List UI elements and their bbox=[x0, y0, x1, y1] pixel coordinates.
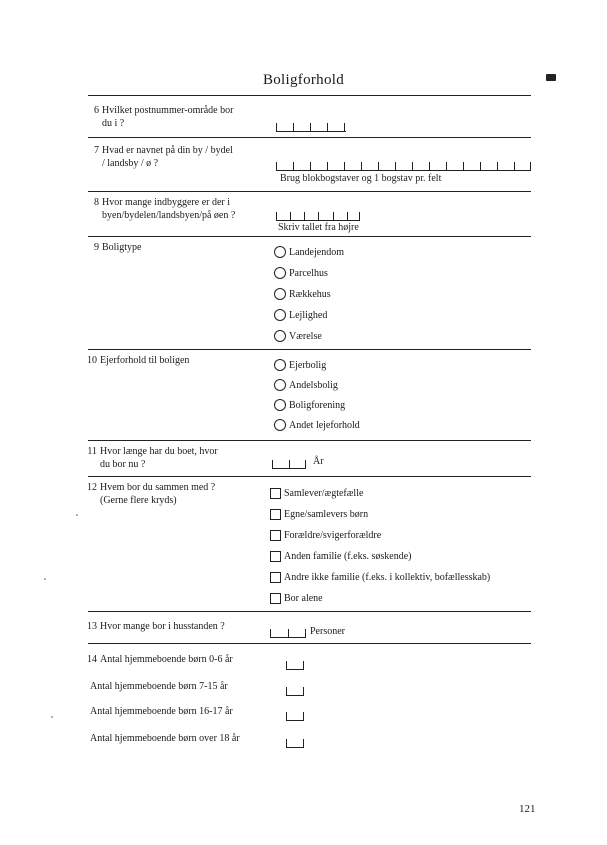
radio-option[interactable]: Lejlighed bbox=[274, 308, 344, 322]
divider bbox=[88, 643, 531, 644]
divider bbox=[88, 476, 531, 477]
question-text-line1: Hvor mange indbyggere er der i bbox=[102, 197, 231, 208]
question-text-line2: (Gerne flere kryds) bbox=[100, 495, 177, 506]
question-11 bbox=[79, 445, 218, 471]
postcode-field[interactable] bbox=[276, 121, 346, 132]
question-6 bbox=[85, 104, 233, 130]
radio-circle-icon[interactable] bbox=[274, 309, 286, 321]
radio-circle-icon[interactable] bbox=[274, 399, 286, 411]
question-10 bbox=[79, 354, 189, 367]
radio-circle-icon[interactable] bbox=[274, 288, 286, 300]
question-number: 13 bbox=[87, 621, 97, 632]
question-7 bbox=[85, 144, 233, 170]
question-text-line1: Hvilket postnummer-område bor bbox=[102, 105, 234, 116]
question-number: 9 bbox=[94, 242, 99, 253]
household-members-options bbox=[270, 486, 490, 605]
radio-option[interactable]: Andelsbolig bbox=[274, 378, 360, 392]
radio-option[interactable]: Andet lejeforhold bbox=[274, 418, 360, 432]
scan-speck bbox=[51, 716, 53, 718]
radio-option[interactable]: Ejerbolig bbox=[274, 358, 360, 372]
radio-circle-icon[interactable] bbox=[274, 419, 286, 431]
checkbox-icon[interactable] bbox=[270, 551, 281, 562]
population-field[interactable] bbox=[276, 210, 360, 221]
question-number: 7 bbox=[94, 145, 99, 156]
question-number: 10 bbox=[87, 355, 97, 366]
children-7-15-field[interactable] bbox=[286, 685, 304, 696]
radio-option[interactable]: Boligforening bbox=[274, 398, 360, 412]
question-text-line1: Hvem bor du sammen med ? bbox=[100, 482, 216, 493]
question-text-line2: du bor nu ? bbox=[100, 459, 146, 470]
divider bbox=[88, 349, 531, 350]
unit-label: Personer bbox=[310, 626, 345, 637]
checkbox-icon[interactable] bbox=[270, 488, 281, 499]
children-over-18-label: Antal hjemmeboende børn over 18 år bbox=[90, 733, 240, 744]
radio-circle-icon[interactable] bbox=[274, 267, 286, 279]
page-number: 121 bbox=[519, 803, 536, 815]
dwelling-type-options bbox=[274, 245, 344, 343]
title-rule bbox=[88, 95, 531, 96]
divider bbox=[88, 236, 531, 237]
radio-option[interactable]: Rækkehus bbox=[274, 287, 344, 301]
children-over-18-field[interactable] bbox=[286, 737, 304, 748]
divider bbox=[88, 440, 531, 441]
radio-option[interactable]: Landejendom bbox=[274, 245, 344, 259]
divider bbox=[88, 191, 531, 192]
radio-option[interactable]: Parcelhus bbox=[274, 266, 344, 280]
hint-text: Skriv tallet fra højre bbox=[278, 222, 359, 233]
divider bbox=[88, 611, 531, 612]
children-0-6-label: Antal hjemmeboende børn 0-6 år bbox=[100, 654, 233, 665]
radio-circle-icon[interactable] bbox=[274, 330, 286, 342]
checkbox-option[interactable]: Forældre/svigerforældre bbox=[270, 528, 490, 542]
question-number: 11 bbox=[87, 446, 97, 457]
checkbox-icon[interactable] bbox=[270, 530, 281, 541]
ownership-options bbox=[274, 358, 360, 432]
divider bbox=[88, 137, 531, 138]
checkbox-option[interactable]: Samlever/ægtefælle bbox=[270, 486, 490, 500]
radio-option[interactable]: Værelse bbox=[274, 329, 344, 343]
question-8 bbox=[85, 196, 235, 222]
radio-circle-icon[interactable] bbox=[274, 379, 286, 391]
scan-speck bbox=[44, 578, 46, 580]
household-size-field[interactable] bbox=[270, 627, 306, 638]
question-text: Boligtype bbox=[102, 242, 142, 253]
hint-text: Brug blokbogstaver og 1 bogstav pr. felt bbox=[280, 173, 442, 184]
question-text-line2: byen/bydelen/landsbyen/på øen ? bbox=[102, 210, 236, 221]
radio-circle-icon[interactable] bbox=[274, 246, 286, 258]
children-0-6-field[interactable] bbox=[286, 659, 304, 670]
corner-mark-icon bbox=[546, 74, 556, 81]
question-text-line2: du i ? bbox=[102, 118, 125, 129]
children-7-15-label: Antal hjemmeboende børn 7-15 år bbox=[90, 681, 228, 692]
scan-speck bbox=[76, 514, 78, 516]
checkbox-option[interactable]: Egne/samlevers børn bbox=[270, 507, 490, 521]
children-16-17-label: Antal hjemmeboende børn 16-17 år bbox=[90, 706, 233, 717]
question-text: Ejerforhold til boligen bbox=[100, 355, 190, 366]
question-9 bbox=[85, 241, 141, 254]
page-title: Boligforhold bbox=[262, 72, 345, 88]
question-12 bbox=[79, 481, 215, 507]
town-name-field[interactable] bbox=[276, 160, 531, 171]
question-text-line1: Hvad er navnet på din by / bydel bbox=[102, 145, 233, 156]
question-text-line2: / landsby / ø ? bbox=[102, 158, 159, 169]
question-14 bbox=[79, 653, 233, 666]
years-field[interactable] bbox=[272, 458, 306, 469]
checkbox-option[interactable]: Bor alene bbox=[270, 591, 490, 605]
question-number: 8 bbox=[94, 197, 99, 208]
checkbox-icon[interactable] bbox=[270, 572, 281, 583]
question-13 bbox=[79, 620, 225, 633]
radio-circle-icon[interactable] bbox=[274, 359, 286, 371]
question-number: 14 bbox=[87, 654, 97, 665]
checkbox-option[interactable]: Andre ikke familie (f.eks. i kollektiv, bofællesskab) bbox=[270, 570, 490, 584]
checkbox-icon[interactable] bbox=[270, 593, 281, 604]
checkbox-option[interactable]: Anden familie (f.eks. søskende) bbox=[270, 549, 490, 563]
children-16-17-field[interactable] bbox=[286, 710, 304, 721]
question-number: 6 bbox=[94, 105, 99, 116]
question-text-line1: Hvor længe har du boet, hvor bbox=[100, 446, 218, 457]
question-number: 12 bbox=[87, 482, 97, 493]
unit-label: År bbox=[313, 456, 324, 467]
question-text: Hvor mange bor i husstanden ? bbox=[100, 621, 225, 632]
checkbox-icon[interactable] bbox=[270, 509, 281, 520]
